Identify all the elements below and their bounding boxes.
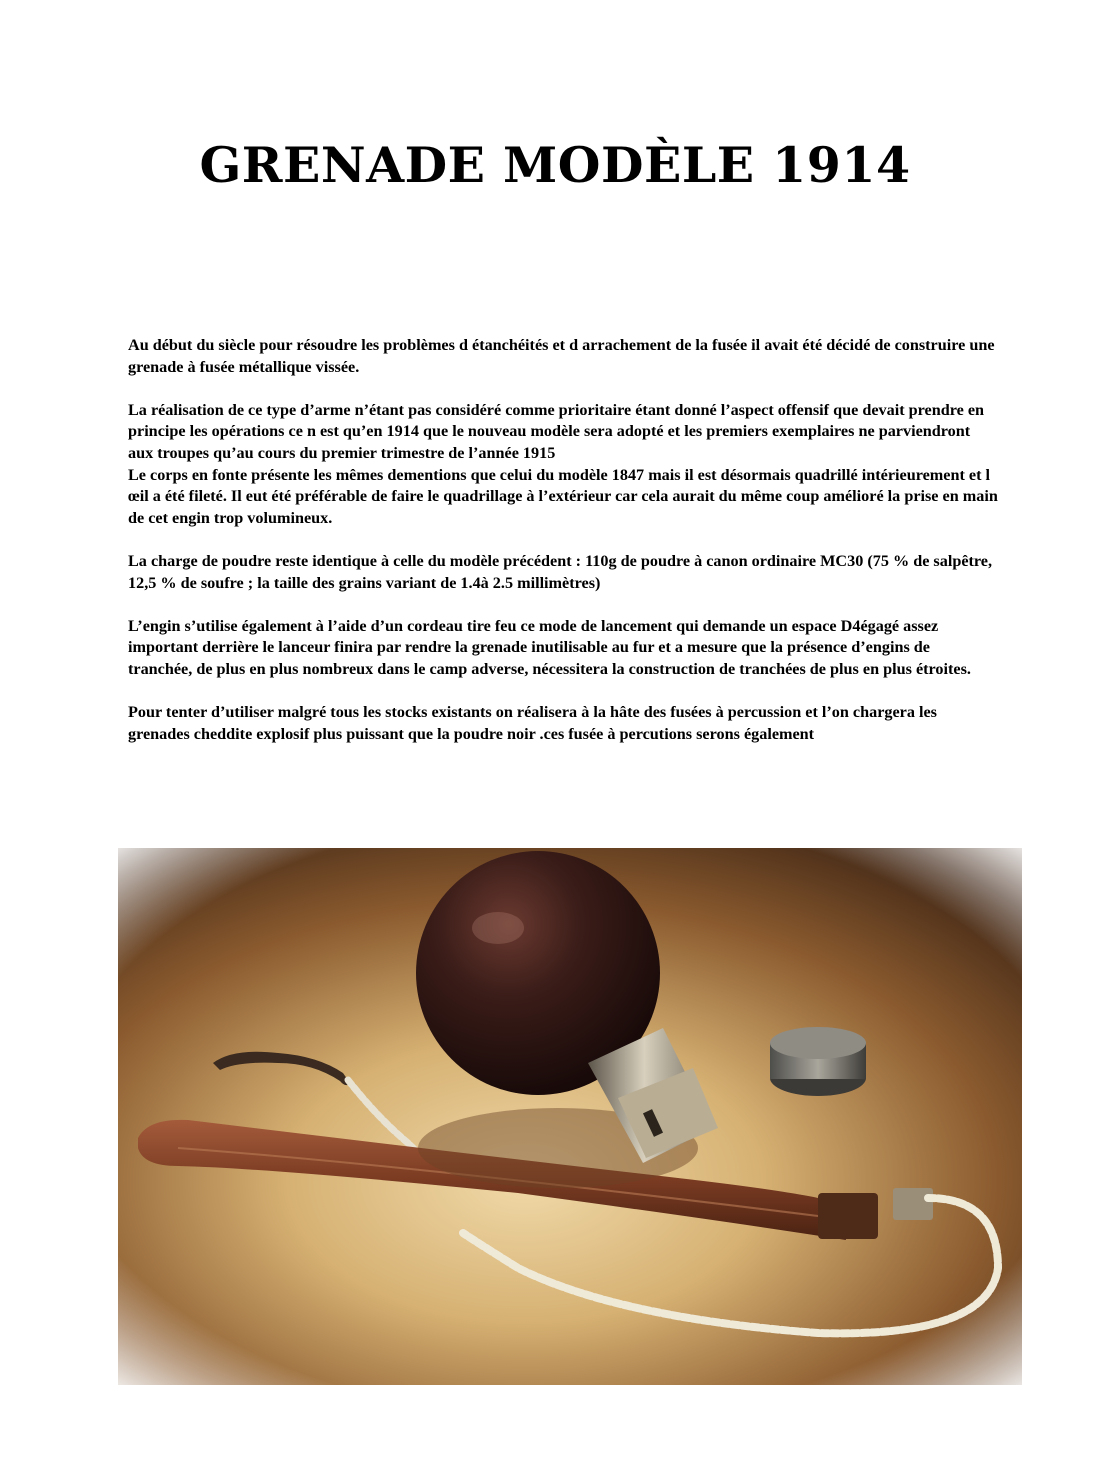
photo-vignette (118, 848, 1022, 1385)
paragraph-text: La charge de poudre reste identique à celle du modèle précédent : 110g de poudre à canon ordinaire MC30 (75 % de salpêtre, 12,5 % de soufre ; la taille des grains variant de 1.4à 2.5 millimètres) (128, 551, 993, 592)
body-text (128, 335, 998, 767)
paragraph-text: Au début du siècle pour résoudre les problèmes d étanchéités et d arrachement de la fusée il avait été décidé de construire une grenade à fusée métallique vissée. (128, 336, 995, 376)
paragraph-charge (128, 551, 998, 594)
paragraph-text: La réalisation de ce type d’arme n’étant pas considéré comme prioritaire étant donné l’aspect offensif que devait prendre en principe les opérations ce n est qu’en 1914 que le nouveau modèle sera adopté et les premiers exemplaires ne parviendront aux troupes qu’au cours du premier trimestre de l’année 1915 (128, 400, 985, 462)
paragraph-history (128, 400, 998, 530)
paragraph-text: Le corps en fonte présente les mêmes dementions que celui du modèle 1847 mais il est désormais quadrillé intérieurement et l œil a été fileté. Il eut été préférable de faire le quadrillage à l’extérieur car cela aurait du même coup amélioré la prise en main de cet engin trop volumineux. (128, 465, 998, 527)
grenade-photo-illustration (118, 848, 1022, 1385)
paragraph-percussion (128, 702, 998, 745)
paragraph-intro (128, 335, 998, 378)
paragraph-text: Pour tenter d’utiliser malgré tous les stocks existants on réalisera à la hâte des fusées à percussion et l’on chargera les grenades cheddite explosif plus puissant que la poudre noir .ces fusée à percutions serons également (128, 703, 937, 743)
grenade-photo (118, 848, 1022, 1385)
page-title: GRENADE MODÈLE 1914 (199, 136, 911, 194)
paragraph-usage (128, 616, 998, 681)
paragraph-text: L’engin s’utilise également à l’aide d’un cordeau tire feu ce mode de lancement qui demande un espace D4égagé assez important derrière le lanceur finira par rendre la grenade inutilisable au fur et a mesure que la présence d’engins de tranchée, de plus en plus nombreux dans le camp adverse, nécessitera la construction de tranchées de plus en plus étroites. (128, 616, 971, 678)
